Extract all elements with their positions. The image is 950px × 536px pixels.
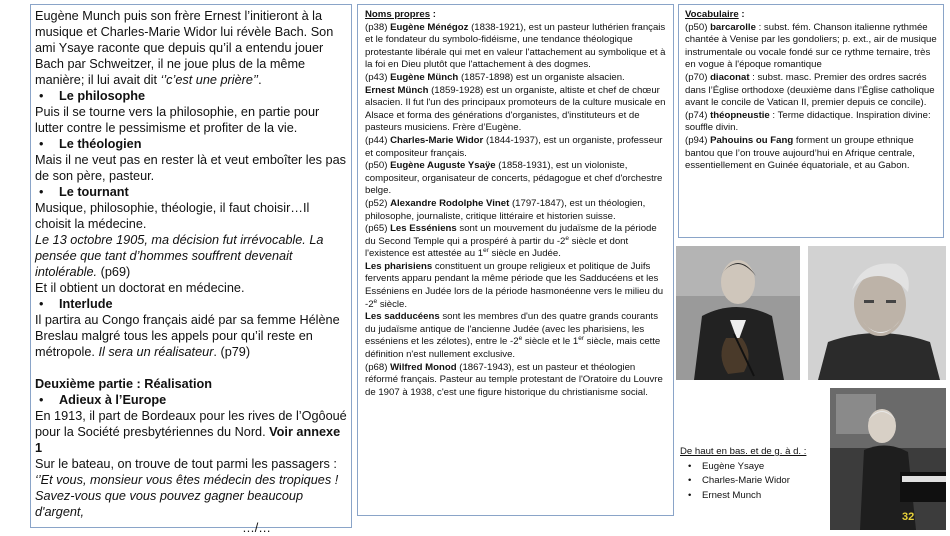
entry-ysaye: (p50) Eugène Auguste Ysaÿe (1858-1931), est un violoniste, compositeur, organisateur de concerts, pédagogue et chef d'orchestre belge. bbox=[365, 160, 663, 197]
intro-paragraph: Eugène Munch puis son frère Ernest l’initieront à la musique et Charles-Marie Widor lui révèle Bach. Son ami Ysaye raconte que depuis qu’il a entendu jouer Bach par Schweitzer, il ne joue plus de la même manière; il lui avait dit ‘’c’est une prière’’. bbox=[35, 9, 334, 87]
entry-pharisiens: Les pharisiens constituent un groupe religieux et politique de Juifs fervents apparu pendant la même période que les Sadducéens et les Esséniens en Judée lors de la période hasmonéenne vers le milieu du -2e siècle. bbox=[365, 260, 664, 310]
vocabulary-box bbox=[678, 4, 944, 238]
annexe-link: Voir annexe 1 bbox=[35, 425, 341, 455]
vocab-barcarolle: (p50) barcarolle : subst. fém. Chanson italienne rythmée chantée à Venise par les gondoliers; p. ext., air de musique instrumentale ou vocale fondé sur ce rythme ternaire, très en vogue à l'époque romantique bbox=[685, 21, 937, 71]
heading-tournant: • Le tournant bbox=[35, 184, 347, 200]
portrait-widor-photo bbox=[808, 246, 946, 380]
part-two-title: Deuxième partie : Réalisation bbox=[35, 377, 212, 391]
entry-vinet: (p52) Alexandre Rodolphe Vinet (1797-1847), est un théologien, philosophe, journaliste, critique littéraire et historien suisse. bbox=[365, 197, 646, 222]
entry-monod: (p68) Wilfred Monod (1867-1943), est un pasteur et théologien réformé français. Pasteur au temple protestant de l'Oratoire du Louvre de 1907 à 1938, c'est une figure historique du christianisme social. bbox=[365, 361, 663, 398]
entry-eugene-munch: (p43) Eugène Münch (1857-1898) est un organiste alsacien. bbox=[365, 71, 625, 83]
entry-esseniens: (p65) Les Esséniens sont un mouvement du judaïsme de la période du Second Temple qui a prospéré à partir du -2e siècle et dont l'existence est attestée au 1er siècle en Judée. bbox=[365, 223, 657, 260]
vocab-theopneustie: (p74) théopneustie : Terme didactique. Inspiration divine: souffle divin. bbox=[685, 109, 931, 134]
vocab-pahouins: (p94) Pahouins ou Fang forment un groupe ethnique bantou que l’on trouve aujourd’hui en Afrique centrale, essentiellement en Guinée équatoriale, et au Gabon. bbox=[685, 134, 915, 172]
text-doctorat: Et il obtient un doctorat en médecine. bbox=[35, 281, 245, 295]
photo-caption bbox=[680, 445, 830, 503]
vocabulary-title: Vocabulaire : bbox=[685, 9, 745, 20]
caption-title: De haut en bas. et de g. à d. : bbox=[680, 446, 807, 457]
caption-item: • Ernest Munch bbox=[688, 489, 830, 504]
entry-menegoz: (p38) Eugène Ménégoz (1838-1921), est un pasteur luthérien français et le fondateur du symbolo-fidéisme, une tendance théologique protestante libérale qui met en valeur l'attachement au symbolique et à la foi en Dieu plutôt que l'attachement à des dogmes. bbox=[365, 21, 666, 71]
text-theologien: Mais il ne veut pas en rester là et veut emboîter les pas de son père, pasteur. bbox=[35, 153, 346, 183]
caption-list bbox=[680, 460, 830, 504]
heading-interlude: • Interlude bbox=[35, 296, 347, 312]
text-interlude: Il partira au Congo français aidé par sa femme Hélène Breslau malgré tous les appels pour qu’il reste en métropole. Il sera un réalisateur. (p79) bbox=[35, 313, 340, 359]
portrait-ysaye-photo bbox=[676, 246, 800, 380]
proper-names-box bbox=[357, 4, 674, 516]
entry-widor: (p44) Charles-Marie Widor (1844-1937), est un organiste, professeur et compositeur français. bbox=[365, 134, 663, 159]
text-adieux: En 1913, il part de Bordeaux pour les rives de l’Ogôoué pour la Société presbytériennes du Nord. Voir annexe 1 bbox=[35, 409, 347, 455]
portrait-munch-photo bbox=[830, 388, 946, 530]
page-number: 32 bbox=[902, 511, 915, 523]
text-philosophe: Puis il se tourne vers la philosophie, en partie pour lutter contre le pessimisme et profiter de la vie. bbox=[35, 105, 320, 135]
vocab-diaconat: (p70) diaconat : subst. masc. Premier des ordres sacrés dans l’Église orthodoxe (deuxième dans l’Église catholique avant le concile de Vatican II, premier depuis ce concile). bbox=[685, 71, 935, 109]
entry-sadduceens: Les sadducéens sont les membres d'un des quatre grands courants du judaïsme antique de l'ancienne Judée (avec les pharisiens, les esséniens et les zélotes), entre le -2e siècle et le 1er siècle, mais cette définition n'est nullement exclusive. bbox=[365, 311, 661, 361]
quote-bateau: ‘’Et vous, monsieur vous êtes médecin des tropiques ! Savez-vous que vous pouvez gagner beaucoup d'argent, bbox=[35, 473, 339, 519]
entry-ernest-munch: Ernest Münch (1859-1928) est un organiste, altiste et chef de chœur alsacien. Il fut l'un des principaux promoteurs de la culture musicale en Alsace et forma des générations d'organistes, d'instituteurs et de pasteurs musiciens. Frère d’Eugène. bbox=[365, 84, 666, 134]
continuation-ellipsis: …/… bbox=[242, 521, 271, 535]
proper-names-title: Noms propres : bbox=[365, 9, 436, 20]
heading-philosophe: • Le philosophe bbox=[35, 88, 347, 104]
text-bateau: Sur le bateau, on trouve de tout parmi les passagers : bbox=[35, 457, 337, 471]
text-tournant: Musique, philosophie, théologie, il faut choisir…Il choisit la médecine. bbox=[35, 201, 310, 231]
heading-theologien: • Le théologien bbox=[35, 136, 347, 152]
caption-item: • Eugène Ysaye bbox=[688, 460, 830, 475]
quote-tournant: Le 13 octobre 1905, ma décision fut irrévocable. La pensée que tant d’hommes souffrent devenait intolérable. (p69) bbox=[35, 233, 324, 279]
heading-adieux: • Adieux à l’Europe bbox=[35, 392, 347, 408]
main-text-box bbox=[30, 4, 352, 535]
caption-item: • Charles-Marie Widor bbox=[688, 474, 830, 489]
